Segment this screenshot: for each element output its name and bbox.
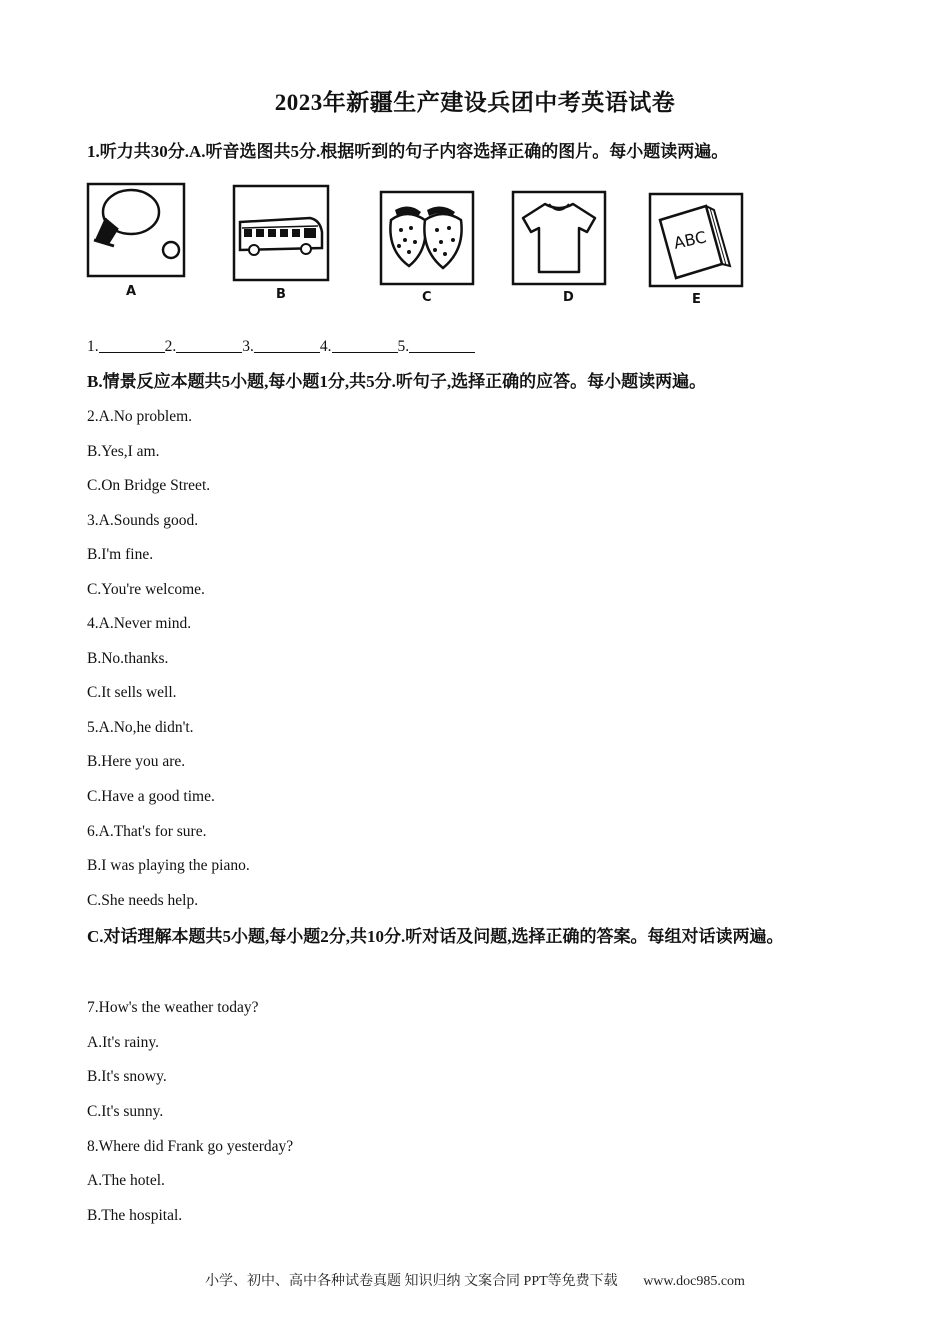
picture-label-b: B [276, 287, 286, 302]
picture-d [511, 190, 607, 286]
blank-label-5: 5. [397, 338, 410, 355]
answer-blank-5[interactable] [409, 338, 475, 353]
blank-label-3: 3. [242, 338, 254, 355]
option-line: C.Have a good time. [87, 788, 215, 805]
bus-icon [232, 184, 330, 282]
option-line: 3.A.Sounds good. [87, 512, 199, 529]
option-line: 5.A.No,he didn't. [87, 719, 194, 736]
picture-c [379, 190, 475, 286]
answer-blank-4[interactable] [332, 338, 398, 353]
option-line: A.It's rainy. [87, 1034, 159, 1051]
book-icon [648, 192, 744, 288]
option-line: C.You're welcome. [87, 581, 205, 598]
option-line: B.Yes,I am. [87, 443, 160, 460]
question-line: 7.How's the weather today? [87, 999, 259, 1016]
option-line: B.It's snowy. [87, 1068, 167, 1085]
option-line: B.No.thanks. [87, 650, 169, 667]
picture-b [232, 184, 330, 282]
option-line: B.The hospital. [87, 1207, 183, 1224]
footer-text: 小学、初中、高中各种试卷真题 知识归纳 文案合同 PPT等免费下载 [205, 1274, 618, 1289]
section-1-heading: 1.听力共30分.A.听音选图共5分.根据听到的句子内容选择正确的图片。每小题读两遍。 [87, 142, 729, 161]
picture-label-d: D [563, 290, 574, 305]
option-line: 4.A.Never mind. [87, 615, 192, 632]
strawberry-icon [379, 190, 475, 286]
book-cover-text: ABC [672, 227, 709, 253]
option-line: 2.A.No problem. [87, 408, 193, 425]
option-line: B.I was playing the piano. [87, 857, 250, 874]
footer-link[interactable]: www.doc985.com [643, 1274, 745, 1289]
page-title: 2023年新疆生产建设兵团中考英语试卷 [274, 90, 676, 115]
picture-e [648, 192, 744, 288]
answer-blank-3[interactable] [254, 338, 320, 353]
option-line: 6.A.That's for sure. [87, 823, 207, 840]
picture-label-e: E [692, 292, 701, 307]
option-line: B.Here you are. [87, 753, 186, 770]
picture-label-a: A [126, 284, 137, 299]
answer-blanks [87, 338, 475, 356]
answer-blank-2[interactable] [176, 338, 242, 353]
option-line: C.On Bridge Street. [87, 477, 211, 494]
blank-label-1: 1. [87, 338, 99, 355]
blank-label-2: 2. [164, 338, 177, 355]
section-b-heading: B.情景反应本题共5小题,每小题1分,共5分.听句子,选择正确的应答。每小题读两遍。 [87, 372, 707, 391]
blank-label-4: 4. [319, 338, 332, 355]
picture-label-c: C [422, 290, 432, 305]
page-footer [0, 1270, 950, 1290]
ping-pong-icon [86, 180, 186, 280]
picture-a [86, 180, 186, 280]
picture-options [86, 180, 766, 310]
option-line: A.The hotel. [87, 1172, 165, 1189]
option-line: B.I'm fine. [87, 546, 154, 563]
answer-blank-1[interactable] [99, 338, 165, 353]
t-shirt-icon [511, 190, 607, 286]
section-c-heading: C.对话理解本题共5小题,每小题2分,共10分.听对话及问题,选择正确的答案。每组对话读两遍。 [87, 927, 784, 946]
question-line: 8.Where did Frank go yesterday? [87, 1138, 294, 1155]
option-line: C.It's sunny. [87, 1103, 164, 1120]
option-line: C.She needs help. [87, 892, 199, 909]
option-line: C.It sells well. [87, 684, 177, 701]
